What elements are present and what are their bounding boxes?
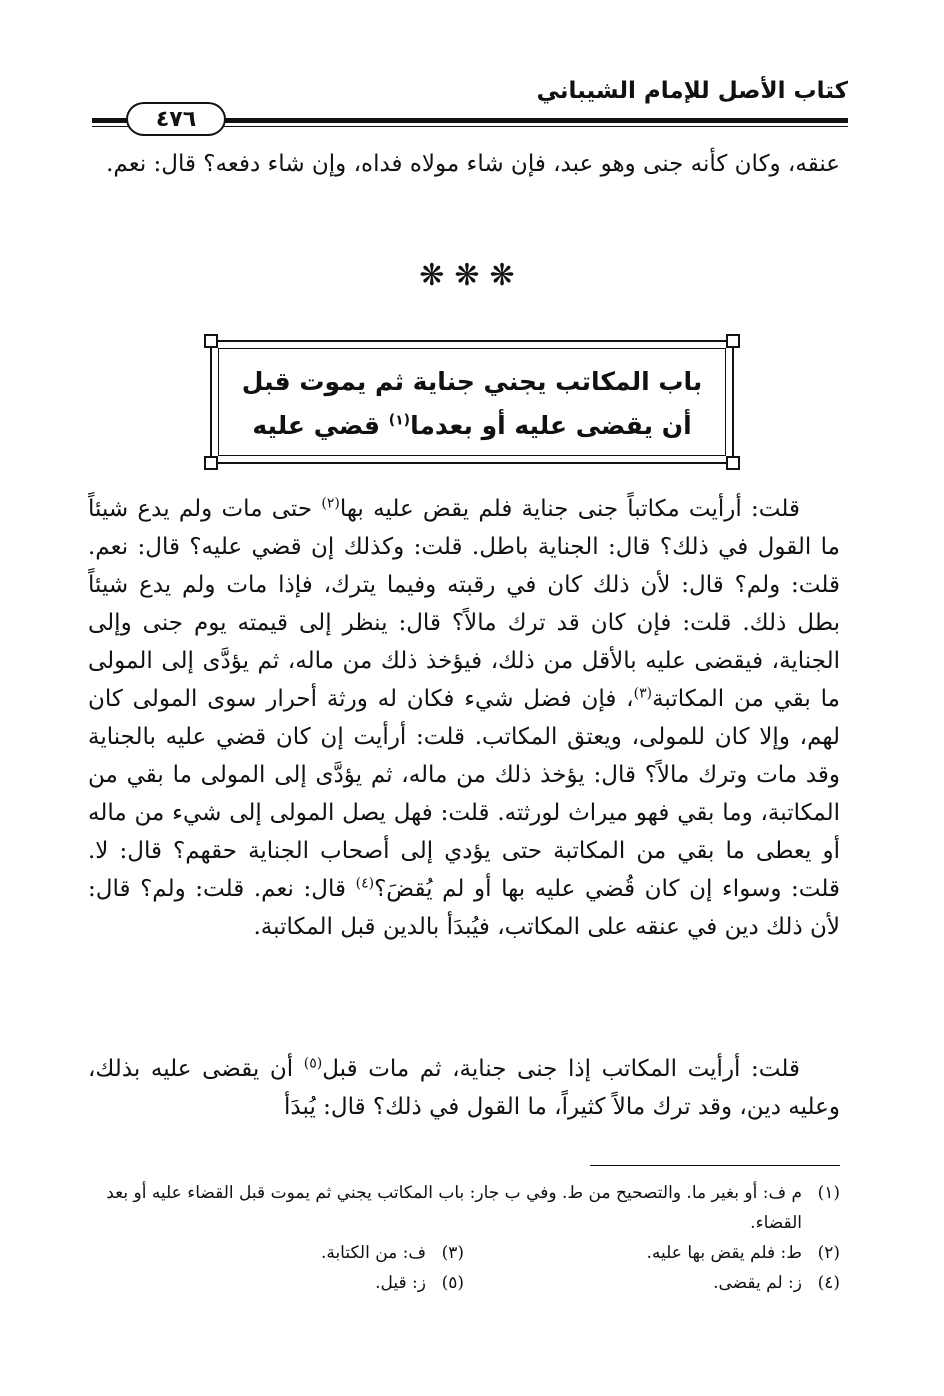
body-paragraph-2 bbox=[88, 1050, 840, 1126]
footnote-number: (٣) bbox=[441, 1243, 464, 1263]
footnote-text: ز: لم يقضى. bbox=[713, 1273, 802, 1293]
chapter-title-part2: قضي عليه bbox=[252, 411, 389, 440]
running-title: كتاب الأصل للإمام الشيباني bbox=[536, 78, 848, 104]
footnote-item bbox=[464, 1238, 840, 1268]
footnote-row bbox=[88, 1238, 840, 1268]
para2-segment: أن يقضى عليه بذلك، وعليه دين، وقد ترك مالاً كثيراً، ما القول في ذلك؟ قال: يُبدَأ bbox=[88, 1056, 840, 1120]
para1-segment: حتى مات ولم يدع شيئاً ما القول في ذلك؟ قال: الجناية باطل. قلت: وكذلك إن قضي عليه؟ قال: نعم. قلت: ولم؟ قال: لأن ذلك كان في رقبته وفيما يترك، فإذا مات ولم يدع شيئاً بطل ذلك. قلت: فإن كان قد ترك مالاً؟ قال: ينظر إلى قيمته يوم جنى وإلى الجناية، فيقضى عليه بالأقل من ذلك، فيؤخذ ذلك من ماله، ثم يؤدَّى إلى المولى ما بقي من المكاتبة bbox=[88, 496, 840, 712]
footnote-text: ز: قيل. bbox=[375, 1273, 426, 1293]
footnote-ref: (١) bbox=[388, 412, 411, 429]
footnote-separator bbox=[590, 1165, 840, 1166]
footnote-row bbox=[88, 1268, 840, 1298]
para1-segment: قال: نعم. قلت: ولم؟ قال: لأن ذلك دين في عنقه على المكاتب، فيُبدَأ بالدين قبل المكاتبة. bbox=[88, 876, 840, 940]
footnote-item bbox=[464, 1268, 840, 1298]
chapter-title-frame bbox=[210, 340, 734, 464]
frame-corner-ornament bbox=[726, 334, 740, 348]
page-header bbox=[92, 70, 848, 140]
intro-paragraph: عنقه، وكان كأنه جنى وهو عبد، فإن شاء مولاه فداه، وإن شاء دفعه؟ قال: نعم. bbox=[106, 151, 840, 177]
para1-segment: قلت: أرأيت مكاتباً جنى جناية فلم يقض عليه بها bbox=[339, 496, 800, 522]
footnote-text: ط: فلم يقض بها عليه. bbox=[646, 1243, 802, 1263]
footnote-number: (٤) bbox=[817, 1273, 840, 1293]
footnotes bbox=[88, 1178, 840, 1298]
chapter-title-part1: باب المكاتب يجني جناية ثم يموت قبل أن يقضى عليه أو بعدما bbox=[241, 367, 703, 440]
footnote-ref: (٢) bbox=[321, 495, 340, 512]
footnote-item bbox=[88, 1178, 840, 1238]
section-divider-ornament: ❋❋❋ bbox=[419, 258, 525, 293]
footnote-ref: (٤) bbox=[355, 875, 375, 892]
footnote-ref: (٣) bbox=[633, 685, 653, 702]
para2-segment: قلت: أرأيت المكاتب إذا جنى جناية، ثم مات قبل bbox=[322, 1056, 800, 1082]
para1-segment: ، فإن فضل شيء فكان له ورثة أحرار سوى المولى كان لهم، وإلا كان للمولى، ويعتق المكاتب. قلت: أرأيت إن كان قضي عليه بالجناية وقد مات وترك مالاً؟ قال: يؤخذ ذلك من ماله، ثم يؤدَّى إلى المولى ما بقي من المكاتبة، وما بقي فهو ميراث لورثته. قلت: فهل يصل المولى إلى شيء من ماله أو يعطى ما بقي من المكاتبة حتى يؤدي إلى أصحاب الجناية حقهم؟ قال: لا. قلت: وسواء إن كان قُضي عليه بها أو لم يُقضَ؟ bbox=[88, 686, 840, 902]
footnote-item bbox=[88, 1238, 464, 1268]
frame-corner-ornament bbox=[726, 456, 740, 470]
footnote-text: م ف: أو بغير ما. والتصحيح من ط. وفي ب جار: باب المكاتب يجني ثم يموت قبل القضاء عليه أو بعد القضاء. bbox=[106, 1183, 802, 1233]
frame-corner-ornament bbox=[204, 334, 218, 348]
body-paragraph-1 bbox=[88, 490, 840, 946]
footnote-item bbox=[88, 1268, 464, 1298]
frame-corner-ornament bbox=[204, 456, 218, 470]
page-number: ٤٧٦ bbox=[126, 102, 226, 136]
footnote-number: (٥) bbox=[441, 1273, 464, 1293]
footnote-ref: (٥) bbox=[303, 1055, 323, 1072]
footnote-number: (١) bbox=[817, 1183, 840, 1203]
chapter-title bbox=[232, 360, 712, 448]
footnote-text: ف: من الكتابة. bbox=[320, 1243, 426, 1263]
footnote-number: (٢) bbox=[817, 1243, 840, 1263]
